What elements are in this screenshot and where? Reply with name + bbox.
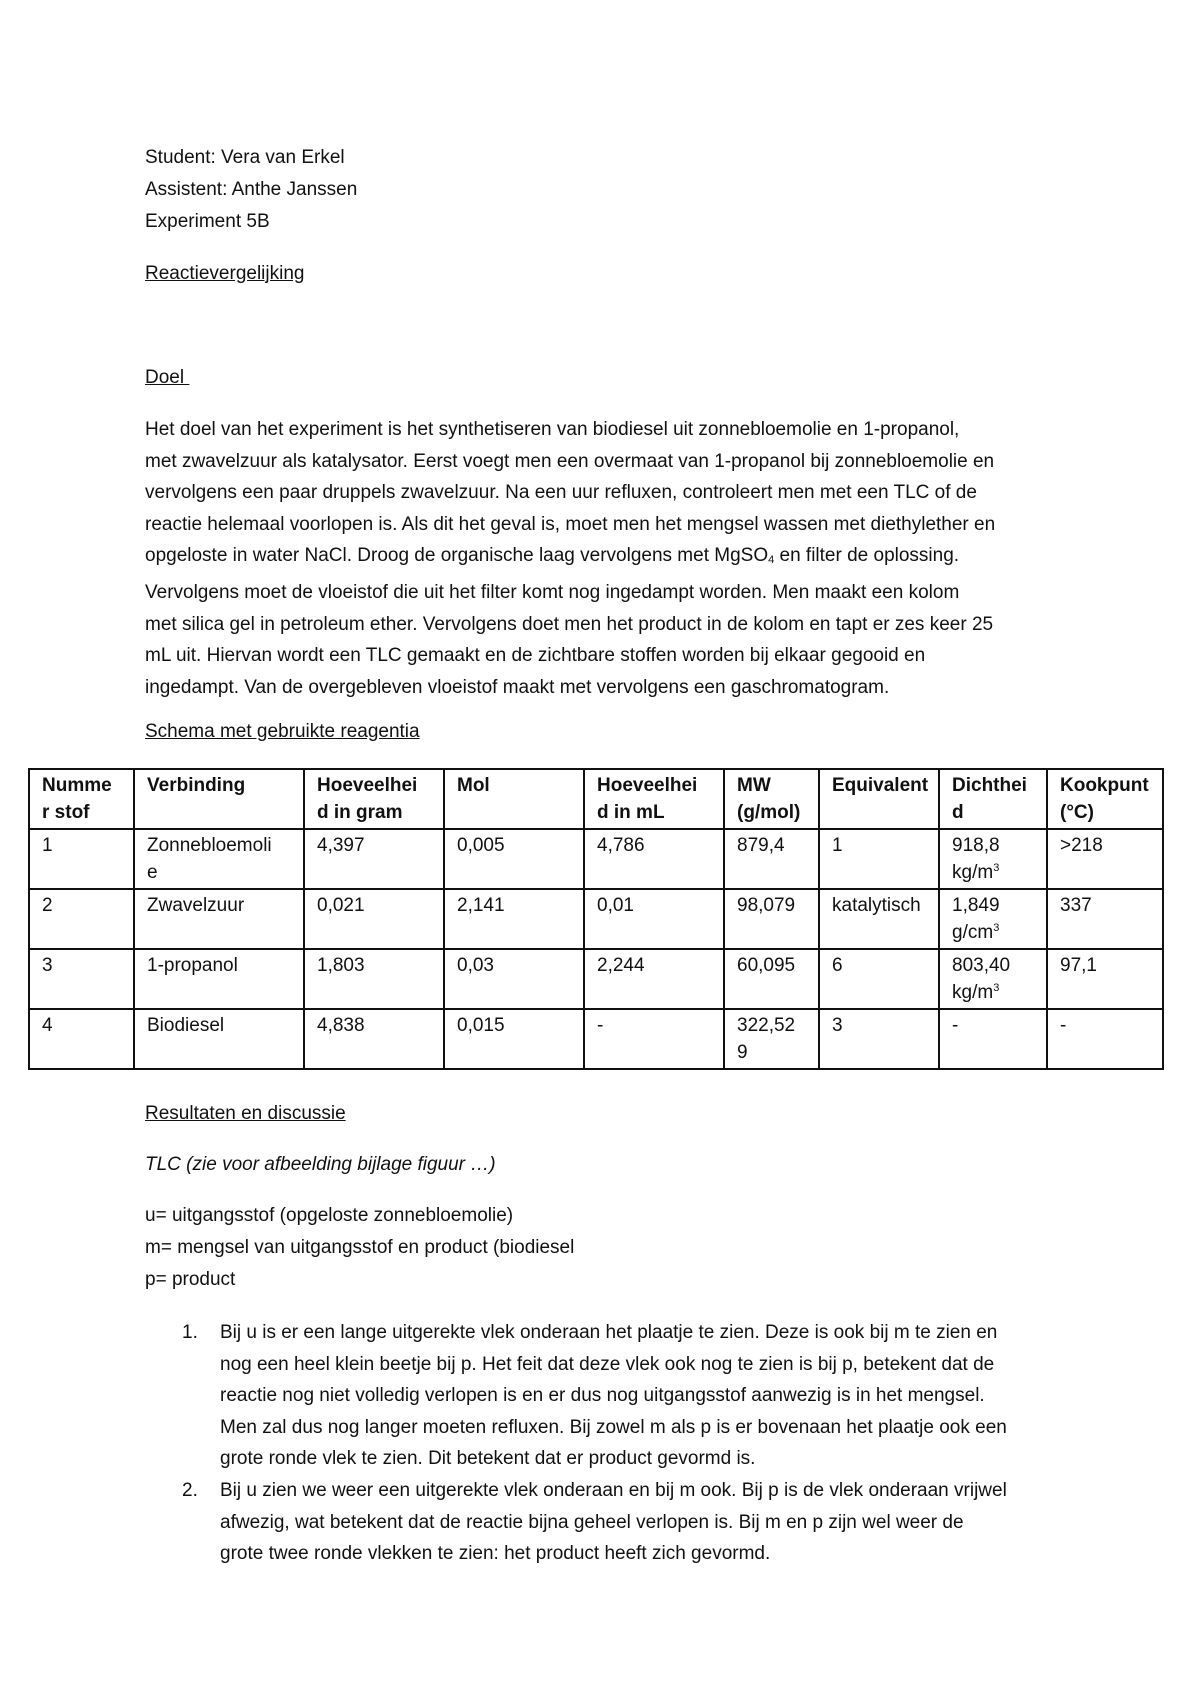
results-heading: Resultaten en discussie [145,1103,346,1124]
header-cell: Dichthei d [939,769,1047,829]
tlc-heading: TLC (zie voor afbeelding bijlage figuur …) [145,1154,496,1175]
goal-line-text: en filter de oplossing. [774,545,960,567]
cell-mol: 0,015 [444,1009,584,1069]
list-line: Men zal dus nog langer moeten refluxen. Bij zowel m als p is er bovenaan het plaatje ook een [220,1416,1007,1438]
cell-bp: 337 [1047,889,1163,949]
header-block [145,142,1120,238]
list-item [145,1475,1095,1570]
goal-line-text: opgeloste in water NaCl. Droog de organische laag vervolgens met MgSO [145,545,769,567]
cell-name: 1-propanol [134,949,304,1009]
table-row [29,1009,1163,1069]
cell-mol: 0,005 [444,829,584,889]
scheme-heading: Schema met gebruikte reagentia [145,721,420,742]
cell-nr: 4 [29,1009,134,1069]
cell-name: Zonnebloemoli e [134,829,304,889]
cell-eq: 3 [819,1009,939,1069]
cell-gram: 4,397 [304,829,444,889]
cell-density: 803,40 $kg/m^3$ [939,949,1047,1009]
cell-ml: 4,786 [584,829,724,889]
goal-line: reactie helemaal voorlopen is. Als dit het geval is, moet men het mengsel wassen met diethylether en [145,513,996,535]
legend-item: p= product [145,1269,236,1290]
legend-item: m= mengsel van uitgangsstof en product (biodiesel [145,1237,575,1258]
list-number: 1. [182,1322,198,1343]
goal-line: met silica gel in petroleum ether. Vervolgens doet men het product in de kolom en tapt er zes keer 25 [145,613,994,635]
legend-item: u= uitgangsstof (opgeloste zonnebloemolie) [145,1205,514,1226]
cell-bp: >218 [1047,829,1163,889]
list-line: grote ronde vlek te zien. Dit betekent dat er product gevormd is. [220,1448,756,1470]
experiment-id: Experiment 5B [145,211,270,232]
goal-paragraph [145,414,1085,703]
list-line: nog een heel klein beetje bij p. Het feit dat deze vlek ook nog te zien is bij p, betekent dat de [220,1353,995,1375]
header-cell: Hoeveelhei d in gram [304,769,444,829]
list-number: 2. [182,1479,198,1501]
goal-line: Het doel van het experiment is het synthetiseren van biodiesel uit zonnebloemolie en 1-propanol, [145,419,960,440]
assistant-name: Assistent: Anthe Janssen [145,179,358,200]
header-cell: Verbinding [134,769,304,829]
cell-gram: 4,838 [304,1009,444,1069]
cell-density: 918,8 $kg/m^3$ [939,829,1047,889]
cell-mw: 879,4 [724,829,819,889]
cell-nr: 1 [29,829,134,889]
cell-eq: katalytisch [819,889,939,949]
cell-density: - [939,1009,1047,1069]
header-cell: Kookpunt (°C) [1047,769,1163,829]
reagents-table [28,768,1164,1070]
cell-bp: - [1047,1009,1163,1069]
cell-mol: 2,141 [444,889,584,949]
cell-bp: 97,1 [1047,949,1163,1009]
cell-gram: 1,803 [304,949,444,1009]
cell-mw: 322,52 9 [724,1009,819,1069]
list-line: Bij u is er een lange uitgerekte vlek onderaan het plaatje te zien. Deze is ook bij m te zien en [220,1322,998,1343]
header-cell: Numme r stof [29,769,134,829]
goal-line: met zwavelzuur als katalysator. Eerst voegt men een overmaat van 1-propanol bij zonnebloemolie en [145,450,995,472]
cell-nr: 3 [29,949,134,1009]
student-name: Student: Vera van Erkel [145,147,345,168]
list-line: afwezig, wat betekent dat de reactie bijna geheel verlopen is. Bij m en p zijn wel weer de [220,1511,964,1533]
cell-mw: 60,095 [724,949,819,1009]
goal-line: ingedampt. Van de overgebleven vloeistof maakt met vervolgens een gaschromatogram. [145,676,890,698]
header-cell: MW (g/mol) [724,769,819,829]
table-row [29,889,1163,949]
cell-mol: 0,03 [444,949,584,1009]
header-cell: Mol [444,769,584,829]
cell-ml: 2,244 [584,949,724,1009]
goal-line: mL uit. Hiervan wordt een TLC gemaakt en de zichtbare stoffen worden bij elkaar gegooid en [145,645,926,667]
cell-ml: 0,01 [584,889,724,949]
subscript: 4 [768,554,775,567]
cell-nr: 2 [29,889,134,949]
cell-mw: 98,079 [724,889,819,949]
goal-heading: Doel [145,367,190,388]
list-line: grote twee ronde vlekken te zien: het product heeft zich gevormd. [220,1543,771,1565]
header-cell: Equivalent [819,769,939,829]
cell-name: Zwavelzuur [134,889,304,949]
cell-name: Biodiesel [134,1009,304,1069]
table-header-row [29,769,1163,829]
list-line: Bij u zien we weer een uitgerekte vlek onderaan en bij m ook. Bij p is de vlek onderaan vrijwel [220,1479,1007,1501]
reaction-heading: Reactievergelijking [145,263,305,284]
list-item [145,1317,1095,1475]
table-row [29,949,1163,1009]
table-row [29,829,1163,889]
header-cell: Hoeveelhei d in mL [584,769,724,829]
cell-ml: - [584,1009,724,1069]
cell-eq: 1 [819,829,939,889]
goal-line-mgso4 [145,540,1085,577]
goal-line: vervolgens een paar druppels zwavelzuur. Na een uur refluxen, controleert men met een TLC of de [145,482,977,504]
discussion-list [145,1317,1095,1570]
legend-block [145,1200,1120,1296]
cell-density: 1,849 $g/cm^3$ [939,889,1047,949]
cell-eq: 6 [819,949,939,1009]
goal-line: Vervolgens moet de vloeistof die uit het filter komt nog ingedampt worden. Men maakt een kolom [145,581,960,603]
cell-gram: 0,021 [304,889,444,949]
list-line: reactie nog niet volledig verlopen is en er dus nog uitgangsstof aanwezig is in het mengsel. [220,1385,985,1407]
